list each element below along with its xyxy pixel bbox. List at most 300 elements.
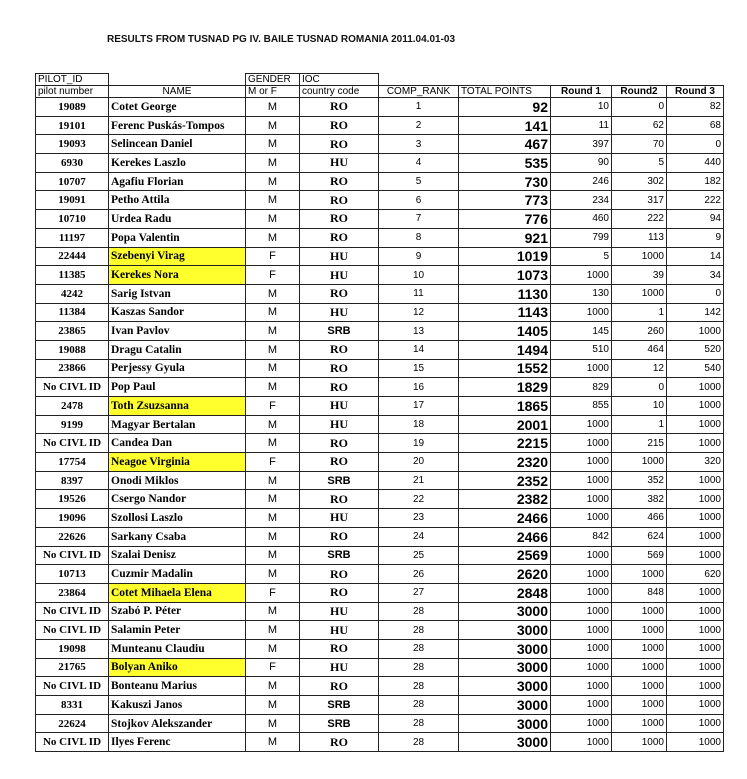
total-points-cell: 3000 xyxy=(459,639,551,658)
pilot-name-cell: Kerekes Laszlo xyxy=(109,154,246,173)
round-2-cell: 1 xyxy=(612,303,667,322)
country-cell: RO xyxy=(300,98,379,117)
table-row xyxy=(36,714,724,733)
table-row xyxy=(36,415,724,434)
gender-cell: F xyxy=(246,453,300,472)
rank-cell: 16 xyxy=(379,378,459,397)
round-1-cell: 842 xyxy=(551,527,612,546)
round-3-cell: 1000 xyxy=(667,714,724,733)
country-cell: RO xyxy=(300,210,379,229)
pilot-name-cell: Magyar Bertalan xyxy=(109,415,246,434)
round-1-cell: 799 xyxy=(551,228,612,247)
pilot-id-cell: 19088 xyxy=(36,340,109,359)
pilot-name-cell: Szalai Denisz xyxy=(109,546,246,565)
round-1-cell: 829 xyxy=(551,378,612,397)
rank-cell: 21 xyxy=(379,471,459,490)
gender-cell: M xyxy=(246,714,300,733)
round-2-cell: 624 xyxy=(612,527,667,546)
table-row xyxy=(36,397,724,416)
round-1-cell: 1000 xyxy=(551,658,612,677)
round-2-cell: 302 xyxy=(612,172,667,191)
total-points-cell: 2320 xyxy=(459,453,551,472)
header-name: NAME xyxy=(109,86,246,98)
pilot-name-cell: Ferenc Puskás-Tompos xyxy=(109,116,246,135)
round-1-cell: 145 xyxy=(551,322,612,341)
country-cell: HU xyxy=(300,658,379,677)
rank-cell: 27 xyxy=(379,583,459,602)
round-1-cell: 460 xyxy=(551,210,612,229)
gender-cell: M xyxy=(246,340,300,359)
gender-cell: M xyxy=(246,546,300,565)
pilot-name-cell: Salamin Peter xyxy=(109,621,246,640)
country-cell: RO xyxy=(300,116,379,135)
table-row xyxy=(36,471,724,490)
total-points-cell: 2466 xyxy=(459,509,551,528)
round-2-cell: 1000 xyxy=(612,714,667,733)
results-table xyxy=(35,73,724,752)
pilot-id-cell: 23864 xyxy=(36,583,109,602)
rank-cell: 2 xyxy=(379,116,459,135)
total-points-cell: 1829 xyxy=(459,378,551,397)
round-2-cell: 1000 xyxy=(612,284,667,303)
round-3-cell: 1000 xyxy=(667,434,724,453)
gender-cell: M xyxy=(246,210,300,229)
header-pilot-number: pilot number xyxy=(36,86,109,98)
pilot-name-cell: Petho Attila xyxy=(109,191,246,210)
round-3-cell: 1000 xyxy=(667,602,724,621)
total-points-cell: 92 xyxy=(459,98,551,117)
rank-cell: 28 xyxy=(379,696,459,715)
pilot-name-cell: Stojkov Alekszander xyxy=(109,714,246,733)
pilot-id-cell: 17754 xyxy=(36,453,109,472)
round-3-cell: 1000 xyxy=(667,378,724,397)
round-3-cell: 540 xyxy=(667,359,724,378)
header-round-1: Round 1 xyxy=(551,86,612,98)
pilot-name-cell: Cotet George xyxy=(109,98,246,117)
total-points-cell: 1405 xyxy=(459,322,551,341)
table-row xyxy=(36,378,724,397)
country-cell: RO xyxy=(300,733,379,752)
round-1-cell: 1000 xyxy=(551,266,612,285)
total-points-cell: 2352 xyxy=(459,471,551,490)
round-2-cell: 222 xyxy=(612,210,667,229)
pilot-id-cell: 8397 xyxy=(36,471,109,490)
header-m-or-f: M or F xyxy=(246,86,300,98)
gender-cell: M xyxy=(246,322,300,341)
header-round-3: Round 3 xyxy=(667,86,724,98)
pilot-id-cell: 19089 xyxy=(36,98,109,117)
round-2-cell: 10 xyxy=(612,397,667,416)
gender-cell: M xyxy=(246,98,300,117)
country-cell: RO xyxy=(300,340,379,359)
table-row xyxy=(36,191,724,210)
pilot-id-cell: 2478 xyxy=(36,397,109,416)
rank-cell: 26 xyxy=(379,565,459,584)
pilot-name-cell: Popa Valentin xyxy=(109,228,246,247)
round-2-cell: 1000 xyxy=(612,565,667,584)
round-1-cell: 1000 xyxy=(551,621,612,640)
pilot-name-cell: Ivan Pavlov xyxy=(109,322,246,341)
total-points-cell: 1019 xyxy=(459,247,551,266)
round-2-cell: 317 xyxy=(612,191,667,210)
round-1-cell: 1000 xyxy=(551,639,612,658)
table-row xyxy=(36,509,724,528)
pilot-name-cell: Csergo Nandor xyxy=(109,490,246,509)
pilot-id-cell: No CIVL ID xyxy=(36,378,109,397)
header-round-2: Round2 xyxy=(612,86,667,98)
gender-cell: F xyxy=(246,583,300,602)
pilot-name-cell: Agafiu Florian xyxy=(109,172,246,191)
pilot-name-cell: Bonteanu Marius xyxy=(109,677,246,696)
total-points-cell: 3000 xyxy=(459,602,551,621)
total-points-cell: 2382 xyxy=(459,490,551,509)
country-cell: RO xyxy=(300,135,379,154)
pilot-id-cell: 22626 xyxy=(36,527,109,546)
pilot-id-cell: 19093 xyxy=(36,135,109,154)
country-cell: SRB xyxy=(300,714,379,733)
round-3-cell: 34 xyxy=(667,266,724,285)
gender-cell: M xyxy=(246,677,300,696)
total-points-cell: 1130 xyxy=(459,284,551,303)
table-row xyxy=(36,621,724,640)
pilot-id-cell: 8331 xyxy=(36,696,109,715)
pilot-id-cell: 19096 xyxy=(36,509,109,528)
round-2-cell: 1000 xyxy=(612,733,667,752)
round-3-cell: 1000 xyxy=(667,583,724,602)
round-2-cell: 113 xyxy=(612,228,667,247)
table-row xyxy=(36,565,724,584)
round-1-cell: 397 xyxy=(551,135,612,154)
round-2-cell: 1000 xyxy=(612,621,667,640)
country-cell: RO xyxy=(300,359,379,378)
rank-cell: 28 xyxy=(379,658,459,677)
rank-cell: 4 xyxy=(379,154,459,173)
pilot-name-cell: Neagoe Virginia xyxy=(109,453,246,472)
country-cell: RO xyxy=(300,565,379,584)
table-row xyxy=(36,583,724,602)
pilot-id-cell: 10713 xyxy=(36,565,109,584)
total-points-cell: 1073 xyxy=(459,266,551,285)
round-3-cell: 1000 xyxy=(667,527,724,546)
round-2-cell: 1000 xyxy=(612,247,667,266)
round-3-cell: 1000 xyxy=(667,621,724,640)
rank-cell: 6 xyxy=(379,191,459,210)
table-row xyxy=(36,546,724,565)
pilot-name-cell: Cotet Mihaela Elena xyxy=(109,583,246,602)
round-3-cell: 94 xyxy=(667,210,724,229)
round-2-cell: 464 xyxy=(612,340,667,359)
round-1-cell: 1000 xyxy=(551,583,612,602)
pilot-id-cell: 11197 xyxy=(36,228,109,247)
pilot-id-cell: 19098 xyxy=(36,639,109,658)
country-cell: RO xyxy=(300,490,379,509)
table-row xyxy=(36,340,724,359)
gender-cell: M xyxy=(246,509,300,528)
round-3-cell: 1000 xyxy=(667,322,724,341)
round-3-cell: 620 xyxy=(667,565,724,584)
round-2-cell: 1000 xyxy=(612,602,667,621)
pilot-id-cell: 22624 xyxy=(36,714,109,733)
total-points-cell: 2466 xyxy=(459,527,551,546)
gender-cell: M xyxy=(246,471,300,490)
round-3-cell: 0 xyxy=(667,284,724,303)
country-cell: HU xyxy=(300,621,379,640)
country-cell: RO xyxy=(300,639,379,658)
round-1-cell: 1000 xyxy=(551,471,612,490)
gender-cell: M xyxy=(246,415,300,434)
round-1-cell: 246 xyxy=(551,172,612,191)
round-2-cell: 39 xyxy=(612,266,667,285)
country-cell: RO xyxy=(300,583,379,602)
round-3-cell: 82 xyxy=(667,98,724,117)
round-1-cell: 1000 xyxy=(551,677,612,696)
table-row xyxy=(36,322,724,341)
round-2-cell: 260 xyxy=(612,322,667,341)
rank-cell: 9 xyxy=(379,247,459,266)
table-row xyxy=(36,490,724,509)
total-points-cell: 1143 xyxy=(459,303,551,322)
total-points-cell: 2848 xyxy=(459,583,551,602)
rank-cell: 1 xyxy=(379,98,459,117)
pilot-name-cell: Cuzmir Madalin xyxy=(109,565,246,584)
round-1-cell: 5 xyxy=(551,247,612,266)
round-1-cell: 10 xyxy=(551,98,612,117)
table-row xyxy=(36,453,724,472)
round-2-cell: 1000 xyxy=(612,639,667,658)
pilot-id-cell: 22444 xyxy=(36,247,109,266)
pilot-name-cell: Munteanu Claudiu xyxy=(109,639,246,658)
pilot-name-cell: Pop Paul xyxy=(109,378,246,397)
round-3-cell: 1000 xyxy=(667,471,724,490)
total-points-cell: 3000 xyxy=(459,696,551,715)
header-gender: GENDER xyxy=(246,74,300,86)
round-2-cell: 1000 xyxy=(612,677,667,696)
round-3-cell: 1000 xyxy=(667,696,724,715)
rank-cell: 28 xyxy=(379,733,459,752)
gender-cell: F xyxy=(246,658,300,677)
gender-cell: M xyxy=(246,303,300,322)
rank-cell: 14 xyxy=(379,340,459,359)
country-cell: HU xyxy=(300,415,379,434)
country-cell: HU xyxy=(300,509,379,528)
country-cell: RO xyxy=(300,284,379,303)
round-3-cell: 142 xyxy=(667,303,724,322)
total-points-cell: 467 xyxy=(459,135,551,154)
pilot-name-cell: Dragu Catalin xyxy=(109,340,246,359)
round-2-cell: 5 xyxy=(612,154,667,173)
round-1-cell: 90 xyxy=(551,154,612,173)
total-points-cell: 535 xyxy=(459,154,551,173)
table-row xyxy=(36,116,724,135)
header-row-2 xyxy=(36,86,724,98)
round-3-cell: 440 xyxy=(667,154,724,173)
pilot-name-cell: Onodi Miklos xyxy=(109,471,246,490)
gender-cell: M xyxy=(246,172,300,191)
round-3-cell: 1000 xyxy=(667,639,724,658)
pilot-id-cell: 23865 xyxy=(36,322,109,341)
rank-cell: 25 xyxy=(379,546,459,565)
total-points-cell: 730 xyxy=(459,172,551,191)
gender-cell: M xyxy=(246,565,300,584)
gender-cell: M xyxy=(246,527,300,546)
header-country-code: country code xyxy=(300,86,379,98)
total-points-cell: 1865 xyxy=(459,397,551,416)
country-cell: HU xyxy=(300,397,379,416)
pilot-name-cell: Sarig Istvan xyxy=(109,284,246,303)
gender-cell: M xyxy=(246,696,300,715)
pilot-id-cell: 10707 xyxy=(36,172,109,191)
round-3-cell: 9 xyxy=(667,228,724,247)
round-2-cell: 0 xyxy=(612,98,667,117)
rank-cell: 28 xyxy=(379,639,459,658)
round-1-cell: 1000 xyxy=(551,546,612,565)
pilot-id-cell: 19101 xyxy=(36,116,109,135)
country-cell: SRB xyxy=(300,471,379,490)
country-cell: RO xyxy=(300,453,379,472)
round-2-cell: 848 xyxy=(612,583,667,602)
total-points-cell: 1552 xyxy=(459,359,551,378)
round-2-cell: 1000 xyxy=(612,696,667,715)
gender-cell: M xyxy=(246,602,300,621)
country-cell: RO xyxy=(300,172,379,191)
round-1-cell: 1000 xyxy=(551,509,612,528)
table-row xyxy=(36,696,724,715)
total-points-cell: 1494 xyxy=(459,340,551,359)
round-3-cell: 1000 xyxy=(667,677,724,696)
gender-cell: M xyxy=(246,154,300,173)
header-comp-rank: COMP_RANK xyxy=(379,86,459,98)
country-cell: HU xyxy=(300,266,379,285)
country-cell: HU xyxy=(300,602,379,621)
pilot-name-cell: Szollosi Laszlo xyxy=(109,509,246,528)
total-points-cell: 776 xyxy=(459,210,551,229)
round-2-cell: 352 xyxy=(612,471,667,490)
round-1-cell: 234 xyxy=(551,191,612,210)
round-1-cell: 1000 xyxy=(551,359,612,378)
pilot-id-cell: 11384 xyxy=(36,303,109,322)
table-row xyxy=(36,210,724,229)
gender-cell: M xyxy=(246,733,300,752)
gender-cell: M xyxy=(246,191,300,210)
round-3-cell: 1000 xyxy=(667,490,724,509)
total-points-cell: 3000 xyxy=(459,714,551,733)
table-row xyxy=(36,359,724,378)
country-cell: RO xyxy=(300,527,379,546)
total-points-cell: 3000 xyxy=(459,621,551,640)
rank-cell: 28 xyxy=(379,714,459,733)
rank-cell: 11 xyxy=(379,284,459,303)
pilot-id-cell: No CIVL ID xyxy=(36,733,109,752)
rank-cell: 10 xyxy=(379,266,459,285)
pilot-id-cell: 23866 xyxy=(36,359,109,378)
pilot-name-cell: Urdea Radu xyxy=(109,210,246,229)
round-1-cell: 1000 xyxy=(551,453,612,472)
pilot-id-cell: 19526 xyxy=(36,490,109,509)
pilot-id-cell: No CIVL ID xyxy=(36,677,109,696)
pilot-name-cell: Bolyan Aniko xyxy=(109,658,246,677)
round-3-cell: 1000 xyxy=(667,733,724,752)
rank-cell: 15 xyxy=(379,359,459,378)
pilot-name-cell: Perjessy Gyula xyxy=(109,359,246,378)
table-row xyxy=(36,284,724,303)
total-points-cell: 2569 xyxy=(459,546,551,565)
table-row xyxy=(36,303,724,322)
round-1-cell: 1000 xyxy=(551,490,612,509)
pilot-id-cell: 11385 xyxy=(36,266,109,285)
rank-cell: 20 xyxy=(379,453,459,472)
round-1-cell: 11 xyxy=(551,116,612,135)
table-row xyxy=(36,135,724,154)
country-cell: RO xyxy=(300,228,379,247)
round-3-cell: 1000 xyxy=(667,546,724,565)
table-row xyxy=(36,247,724,266)
round-3-cell: 14 xyxy=(667,247,724,266)
pilot-name-cell: Candea Dan xyxy=(109,434,246,453)
table-row xyxy=(36,658,724,677)
total-points-cell: 2001 xyxy=(459,415,551,434)
round-3-cell: 182 xyxy=(667,172,724,191)
round-2-cell: 62 xyxy=(612,116,667,135)
pilot-id-cell: 10710 xyxy=(36,210,109,229)
round-1-cell: 1000 xyxy=(551,696,612,715)
pilot-id-cell: 6930 xyxy=(36,154,109,173)
round-3-cell: 68 xyxy=(667,116,724,135)
gender-cell: M xyxy=(246,490,300,509)
pilot-name-cell: Sarkany Csaba xyxy=(109,527,246,546)
rank-cell: 12 xyxy=(379,303,459,322)
rank-cell: 13 xyxy=(379,322,459,341)
country-cell: HU xyxy=(300,247,379,266)
country-cell: RO xyxy=(300,677,379,696)
rank-cell: 7 xyxy=(379,210,459,229)
pilot-name-cell: Ilyes Ferenc xyxy=(109,733,246,752)
pilot-name-cell: Selincean Daniel xyxy=(109,135,246,154)
country-cell: HU xyxy=(300,303,379,322)
gender-cell: M xyxy=(246,639,300,658)
gender-cell: M xyxy=(246,135,300,154)
round-3-cell: 1000 xyxy=(667,397,724,416)
page-title: RESULTS FROM TUSNAD PG IV. BAILE TUSNAD ROMANIA 2011.04.01-03 xyxy=(107,34,456,45)
rank-cell: 8 xyxy=(379,228,459,247)
round-1-cell: 1000 xyxy=(551,303,612,322)
table-row xyxy=(36,639,724,658)
round-1-cell: 1000 xyxy=(551,565,612,584)
round-2-cell: 1000 xyxy=(612,658,667,677)
table-row xyxy=(36,434,724,453)
table-row xyxy=(36,154,724,173)
total-points-cell: 3000 xyxy=(459,733,551,752)
total-points-cell: 2215 xyxy=(459,434,551,453)
gender-cell: M xyxy=(246,228,300,247)
round-2-cell: 70 xyxy=(612,135,667,154)
rank-cell: 28 xyxy=(379,602,459,621)
round-1-cell: 1000 xyxy=(551,434,612,453)
pilot-name-cell: Toth Zsuzsanna xyxy=(109,397,246,416)
gender-cell: M xyxy=(246,621,300,640)
gender-cell: M xyxy=(246,434,300,453)
round-1-cell: 1000 xyxy=(551,733,612,752)
pilot-id-cell: No CIVL ID xyxy=(36,546,109,565)
round-2-cell: 1 xyxy=(612,415,667,434)
rank-cell: 23 xyxy=(379,509,459,528)
round-2-cell: 569 xyxy=(612,546,667,565)
round-1-cell: 510 xyxy=(551,340,612,359)
gender-cell: F xyxy=(246,247,300,266)
country-cell: SRB xyxy=(300,546,379,565)
country-cell: SRB xyxy=(300,322,379,341)
rank-cell: 22 xyxy=(379,490,459,509)
round-3-cell: 1000 xyxy=(667,658,724,677)
